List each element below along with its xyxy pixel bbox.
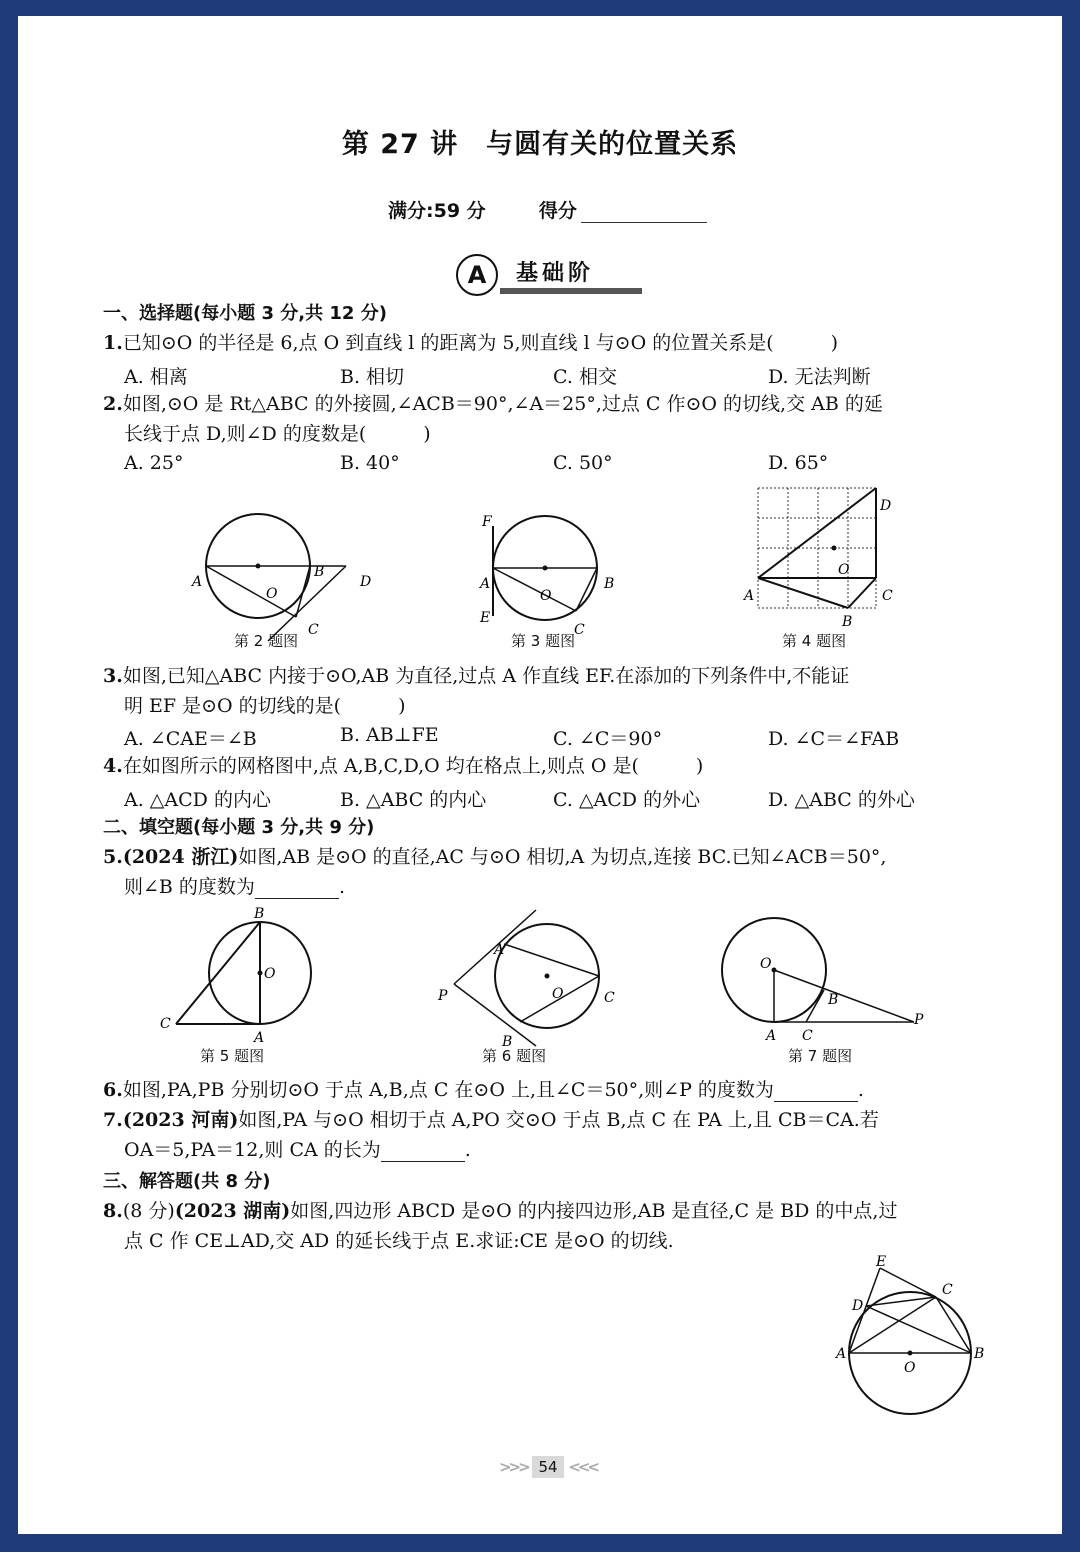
q1-option-b[interactable]: B. 相切: [340, 366, 405, 388]
fig3-label-f: F: [482, 514, 492, 530]
q6-text: 如图,PA,PB 分别切⊙O 于点 A,B,点 C 在⊙O 上,且∠C＝50°,则∠P 的度数为: [122, 1079, 774, 1101]
chevrons-left-icon: <<<: [568, 1458, 598, 1476]
q6-num: 6.: [103, 1079, 123, 1101]
question-4: [103, 754, 703, 778]
part2-heading: 二、填空题(每小题 3 分,共 9 分): [103, 817, 375, 838]
q2-line1: 如图,⊙O 是 Rt△ABC 的外接圆,∠ACB＝90°,∠A＝25°,过点 C 作⊙O 的切线,交 AB 的延: [122, 393, 883, 415]
q3-line2: 明 EF 是⊙O 的切线的是( ): [124, 695, 406, 717]
fig6-label-c: C: [604, 990, 615, 1006]
q8-line2: 点 C 作 CE⊥AD,交 AD 的延长线于点 E.求证:CE 是⊙O 的切线.: [124, 1230, 674, 1252]
q2-line2: 长线于点 D,则∠D 的度数是( ): [124, 423, 431, 445]
q5-answer-blank[interactable]: [255, 880, 339, 899]
fig4-label-d: D: [880, 498, 892, 514]
q8-num: 8.: [103, 1200, 123, 1222]
q1-option-a[interactable]: A. 相离: [124, 366, 188, 388]
q8-line1: 如图,四边形 ABCD 是⊙O 的内接四边形,AB 是直径,C 是 BD 的中点,过: [290, 1200, 898, 1222]
fig3-label-b: B: [604, 576, 615, 592]
fig5-label-c: C: [160, 1016, 171, 1032]
q6-end: .: [857, 1079, 864, 1101]
fig4-label-o: O: [838, 562, 850, 578]
fig8-label-b: B: [974, 1346, 985, 1362]
q3-option-c[interactable]: C. ∠C＝90°: [553, 728, 663, 750]
fig3-label-a: A: [480, 576, 491, 592]
fig5-label-b: B: [254, 906, 265, 922]
q8-source: (2023 湖南): [174, 1200, 291, 1222]
fig2-label-c: C: [308, 622, 319, 638]
score-label: 得分: [538, 200, 577, 222]
fig8-label-o: O: [904, 1360, 916, 1376]
q2-num: 2.: [103, 393, 123, 415]
score-line: [388, 196, 707, 223]
page-title: 第 27 讲 与圆有关的位置关系: [341, 129, 739, 160]
q7-num: 7.: [103, 1109, 123, 1131]
q7-line2-text: OA＝5,PA＝12,则 CA 的长为: [124, 1139, 381, 1161]
q3-option-d[interactable]: D. ∠C＝∠FAB: [768, 728, 900, 750]
fig7-label-p: P: [914, 1012, 924, 1028]
figure-5: [158, 906, 318, 1048]
q1-option-c[interactable]: C. 相交: [553, 366, 617, 388]
page-number: [488, 1456, 608, 1482]
fig4-label-c: C: [882, 588, 893, 604]
fig7-label-o: O: [760, 956, 772, 972]
q7-answer-blank[interactable]: [381, 1143, 465, 1162]
part3-heading: 三、解答题(共 8 分): [103, 1171, 271, 1192]
chevrons-right-icon: >>>: [498, 1458, 528, 1476]
section-badge: A: [456, 254, 498, 296]
figure-3: [478, 506, 628, 636]
q2-option-d[interactable]: D. 65°: [768, 452, 829, 474]
q5-source: (2024 浙江): [122, 846, 239, 868]
q5-line1: 如图,AB 是⊙O 的直径,AC 与⊙O 相切,A 为切点,连接 BC.已知∠ACB＝50°,: [238, 846, 887, 868]
fig6-label-p: P: [438, 988, 448, 1004]
q1-option-d[interactable]: D. 无法判断: [768, 366, 871, 388]
q4-option-d[interactable]: D. △ABC 的外心: [768, 789, 915, 811]
q5-num: 5.: [103, 846, 123, 868]
fig8-label-e: E: [876, 1254, 887, 1270]
fig3-label-o: O: [540, 588, 552, 604]
part1-heading: 一、选择题(每小题 3 分,共 12 分): [103, 303, 387, 324]
fig3-label-e: E: [480, 610, 491, 626]
q7-source: (2023 河南): [122, 1109, 239, 1131]
fig4-label-a: A: [744, 588, 755, 604]
figure-4: [738, 482, 898, 628]
fig2-label-b: B: [314, 564, 325, 580]
fig6-label-a: A: [494, 942, 505, 958]
question-5: [103, 845, 886, 869]
q2-option-b[interactable]: B. 40°: [340, 452, 400, 474]
fig3-label-c: C: [574, 622, 585, 638]
worksheet-page: [18, 16, 1062, 1534]
fig4-caption: 第 4 题图: [782, 632, 847, 650]
fig8-label-c: C: [942, 1282, 953, 1298]
figure-8: [830, 1254, 1010, 1420]
fig3-caption: 第 3 题图: [511, 632, 576, 650]
fig6-label-b: B: [502, 1034, 513, 1050]
question-8: [103, 1199, 897, 1223]
figure-2: [188, 506, 388, 636]
fig5-label-a: A: [254, 1030, 265, 1046]
fig4-label-b: B: [842, 614, 853, 630]
q2-option-c[interactable]: C. 50°: [553, 452, 613, 474]
fig2-label-d: D: [360, 574, 372, 590]
q4-option-b[interactable]: B. △ABC 的内心: [340, 789, 487, 811]
q5-line2: [124, 875, 345, 899]
q4-option-a[interactable]: A. △ACD 的内心: [124, 789, 271, 811]
figure-6: [436, 906, 615, 1050]
q3-line1: 如图,已知△ABC 内接于⊙O,AB 为直径,过点 A 作直线 EF.在添加的下列条件中,不能证: [122, 665, 850, 687]
q5-line2-text: 则∠B 的度数为: [124, 876, 255, 898]
q2-option-a[interactable]: A. 25°: [124, 452, 184, 474]
q7-line1: 如图,PA 与⊙O 相切于点 A,PO 交⊙O 于点 B,点 C 在 PA 上,且 CB＝CA.若: [238, 1109, 879, 1131]
question-7: [103, 1108, 879, 1132]
fig6-label-o: O: [552, 986, 564, 1002]
q1-text: 已知⊙O 的半径是 6,点 O 到直线 l 的距离为 5,则直线 l 与⊙O 的位置关系是( ): [122, 332, 839, 354]
fig2-caption: 第 2 题图: [234, 632, 299, 650]
fig5-caption: 第 5 题图: [200, 1047, 265, 1065]
fig7-caption: 第 7 题图: [788, 1047, 853, 1065]
q1-num: 1.: [103, 332, 123, 354]
question-2: [103, 392, 883, 416]
q7-end: .: [464, 1139, 471, 1161]
q8-score: (8 分): [122, 1200, 175, 1222]
question-3: [103, 664, 849, 688]
q5-end: .: [338, 876, 345, 898]
fig6-caption: 第 6 题图: [482, 1047, 547, 1065]
fig7-label-b: B: [828, 992, 839, 1008]
page-number-value: 54: [532, 1456, 563, 1478]
q3-option-b[interactable]: B. AB⊥FE: [340, 724, 439, 746]
fig2-label-a: A: [192, 574, 203, 590]
fig8-label-d: D: [852, 1298, 864, 1314]
section-heading: [456, 254, 646, 300]
section-label: 基础阶: [516, 261, 595, 286]
q4-option-c[interactable]: C. △ACD 的外心: [553, 789, 701, 811]
section-underline: [500, 288, 642, 294]
q4-num: 4.: [103, 755, 123, 777]
question-6: [103, 1078, 864, 1102]
q7-line2: [124, 1138, 471, 1162]
fig7-label-a: A: [766, 1028, 777, 1044]
q3-num: 3.: [103, 665, 123, 687]
fig7-label-c: C: [802, 1028, 813, 1044]
q6-answer-blank[interactable]: [774, 1083, 858, 1102]
q4-text: 在如图所示的网格图中,点 A,B,C,D,O 均在格点上,则点 O 是( ): [122, 755, 704, 777]
figure-7: [718, 912, 938, 1046]
q3-option-a[interactable]: A. ∠CAE＝∠B: [124, 728, 257, 750]
fig8-label-a: A: [836, 1346, 847, 1362]
fig5-label-o: O: [264, 966, 276, 982]
score-blank[interactable]: [581, 202, 707, 223]
question-1: [103, 331, 838, 355]
fig2-label-o: O: [266, 586, 278, 602]
full-score: 满分:59 分: [388, 200, 486, 222]
